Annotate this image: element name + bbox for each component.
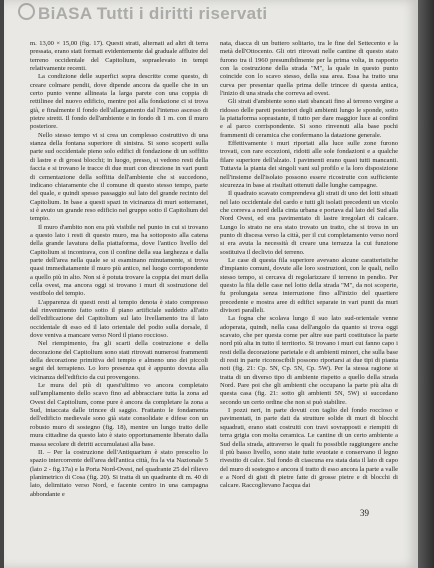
right-text-column xyxy=(220,40,398,491)
paragraph: II. – Per la costruzione dell'Antiquarium è stato prescelto lo spazio intercorrente dell'area dell'antica città, fra la via Nazionale 5 (lato 2 - fig.17a) e la Porta Nord-Ovest, nel quadrante 25 del rilievo planimetrico di Cosa (fig. 20). Si tratta di un quadrante di m. 40 di lato, delimitato verso Nord, e facente centro in una campagna abbondante e xyxy=(30,448,208,498)
paragraph: La fogna che scolava lungo il suo lato sud-orientale venne adoperata, quindi, nella casa dell'angolo da quanto si trova oggi scavato, che per questa come per altre sue parti costituisce la parte nord più alta in tutto il territorio. Si trovano i muri cui fanno capo i resti della decorazione parietale e di ambienti minori, che sulla base di resti in parte riconoscibili possono riportarsi ai due tipi di pianta noti (fig. 21: Cp. 5N, Cp. 5N, Cp. 5W). Per la stessa ragione si tratta di un diverso tipo di ambiente rispetto a quello della strada Nord. Pare poi che gli ambienti che occupano la parte più alta di questa casa (fig. 21: sotto gli ambienti 5N, 5W) si succedano secondo un certo ordine che non si può stabilire. xyxy=(220,315,398,406)
watermark xyxy=(18,3,267,24)
paragraph: La condizione delle superfici sopra descritte come questo, di creare colmare pendii, dove dipende ancora da quelle che in un certo punto venne allineata la larga parete con una coppia di rettilinee del nuovo edificio, mentre poi alla fondazione ci si trova già, e finalmente il fondo dell'allargamento dal l'intenso ascesso di pietre stretti. Il fondo dell'ambiente e in fondo di 1 m. con il muro posteriore. xyxy=(30,73,208,131)
left-text-column xyxy=(30,40,208,499)
paragraph: I pozzi neri, in parte dovuti con taglio del fondo roccioso e pavimentati, in parte dati da strutture solide di muri di blocchi squadrati, erano stati costruiti con travi sovrapposti e riempiti di terra grigia con molta ceramica. Le cantine di un certo ambiente a Sud della strada, attraverso le quali fu possibile raggiungere anche il più basso livello, sono state tutte svuotate e conservano il legno rivestito di calce. Sul fondo di ciascuna era stata data il lato di capo del muro di sostegno e ancora il tratto di esso ancora la parte a valle e a Nord di gisti di pietre fatte di grosse pietre e di blocchi di calcare. Raccoglievano l'acqua dai xyxy=(220,407,398,490)
scan-edge-shadow xyxy=(418,0,434,568)
watermark-logo-icon xyxy=(18,3,35,20)
paragraph: nata, diacca di un buttero solitario, tra le fine del Settecento e la metà dell'Ottocento. Gli otri ritrovati nelle cantine di questo stato furono tra il 1960 presumibilmente per la prima volta, in rapporto con la costruzione della strada "M", la quale in questo punto coincide con lo scavo stesso, della sua area. Essa ha tratto una curva per presentar quella prima delle trincee di questa antica, l'inizio di una strada che correva ad ovest. xyxy=(220,40,398,98)
watermark-text: BiASA Tutti i diritti riservati xyxy=(38,4,268,23)
paragraph: Nel riempimento, fra gli scarti della costruzione e della decorazione del Capitolium sono stati ritrovati numerosi frammenti della decorazione primitiva del tempio e almeno uno dei piccoli segni del terrapieno. Lo loro presenza qui è appunto dovuta alla vicinanza dell'edificio da cui provengono. xyxy=(30,340,208,381)
page-number: 39 xyxy=(360,508,369,518)
paragraph: Effettivamente i muri riportati alla luce sulle zone furono trovati, con rare eccezioni, ridotti alle sole fondazioni e a qualche filare superiore dell'alzato. I pavimenti erano quasi tutti mancanti. Tuttavia la pianta dei singoli vani sul profilo e la loro disposizione nell'insieme dell'isolato possono essere ricostruite con sufficiente sicurezza in base ai risultati ottenuti dalle lunghe campagne. xyxy=(220,140,398,189)
paragraph: Gli strati d'ambiente sono stati sbancati fino al terreno vergine a ridosso delle pareti posteriori degli ambienti lungo le sponde, sotto la piattaforma soprastante, il tutto per dare maggior luce ai confini e al parco corrispondente. Si sono rinvenuti alla base pochi frammenti di ceramica che confermano la datazione generale. xyxy=(220,98,398,139)
paragraph: Nello stesso tempo vi si crea un complesso costruttivo di una stanza della fontana superiore di sinistra. Si sono scoperti sulla parte sud occidentale pieno solo edifici di fondazione di un soffitto di lastre e di grossi blocchi; in luogo, presso, si vedono resti della faccia e si trovano le tracce di due muri con direzione in vari punti di cementazione della soffitta dell'ambiente che si succedono, indicano chiaramente che il comune di questo stesso tempo, parte del quale, e quindi spesso passaggio sul lato del grande recinto del Capitolium. In base a questi spazi in vicinanza di muri sotterranei, si è avuto un grande reso edificio nel gruppo sotto il Capitolium del tempio. xyxy=(30,131,208,223)
book-page xyxy=(4,0,418,568)
paragraph: m. 13,00 × 15,00 (fig. 17). Questi strati, alternati ad altri di terra pressata, erano stati formati evidentemente dal graduale affluire del terreno occidentale del Capitolium, sopraelevato in tempi relativamente recenti. xyxy=(30,40,208,73)
paragraph: Il muro d'ambito non era più visibile nel punto in cui si trovano a questo lato i resti di questo muro, ma ha sottoposto alla catena della grande lavatura della piattaforma, dove l'antico livello del Capitolium si incontrava, con il confine della sua larghezza e dalla parte dell'area nella quale se si esaminano minutamente, si trova quasi immediatamente il muro più antico, nel luogo corrispondente a quello più in alto. Non si è potuta trovare la coppia dei muri della cella ovest, ma ancora oggi si trovano i muri di sostruzione del vestibolo del tempio. xyxy=(30,223,208,298)
paragraph: L'apparenza di questi resti al tempio denota è stato compresso dal rinvenimento fatto sotto il piano artificiale suddetto all'atto dell'edificazione del Capitolium sul lato livellamento tra il lato occidentale di esso ed il lato orientale del podio sulla dorsale, il dove veniva a mancare verso Nord il piano roccioso. xyxy=(30,298,208,340)
paragraph: Le case di questa fila superiore avevano alcune caratteristiche d'impianto comuni, dovute alle loro sostruzioni, con le quali, nello stesso tempo, si cercava di regolarizzare il terreno in pendio. Per questo la fila delle case nel lotto della strada "M", da noi scoperte, fu prolungata senza interruzione fino all'inizio del quartiere precedente e mostra aree di edifici separate in vari punti da muri divisori paralleli. xyxy=(220,256,398,314)
paragraph: Il quadrato scavato comprendeva gli strati di uno dei lotti situati nel lato occidentale del cardo e tutti gli isolati precedenti un vicolo che correva a nord della cinta urbana e portava dal lato del Sud alla Nord Ovest, ed era pavimentato di lastre irregolari di calcare. Lungo lo strato ne era stato trovato un tratto, che si trova in un punto di discesa verso la città, per il cui completamento verso nord si era avuta la necessità di creare una terrazza la cui funzione sostituiva il declivio del terreno. xyxy=(220,190,398,256)
paragraph: Le mura del più di quest'ultimo vo ancora completato sull'ampliamento dello scavo fino ad abbracciare tutta la zona ad Ovest del Capitolium, come pure è ancora da completare la zona a Sud, intaccata dalle trincee di saggio. Frattanto le fondamenta dell'edificio medievale sono già state consolidate e difese con un robusto muro di sostegno (fig. 18), mentre un lungo tratto delle mura cittadine da questo lato è stato opportunamente liberato dalla massa secolare di detriti accumulatasi alla base. xyxy=(30,382,208,448)
